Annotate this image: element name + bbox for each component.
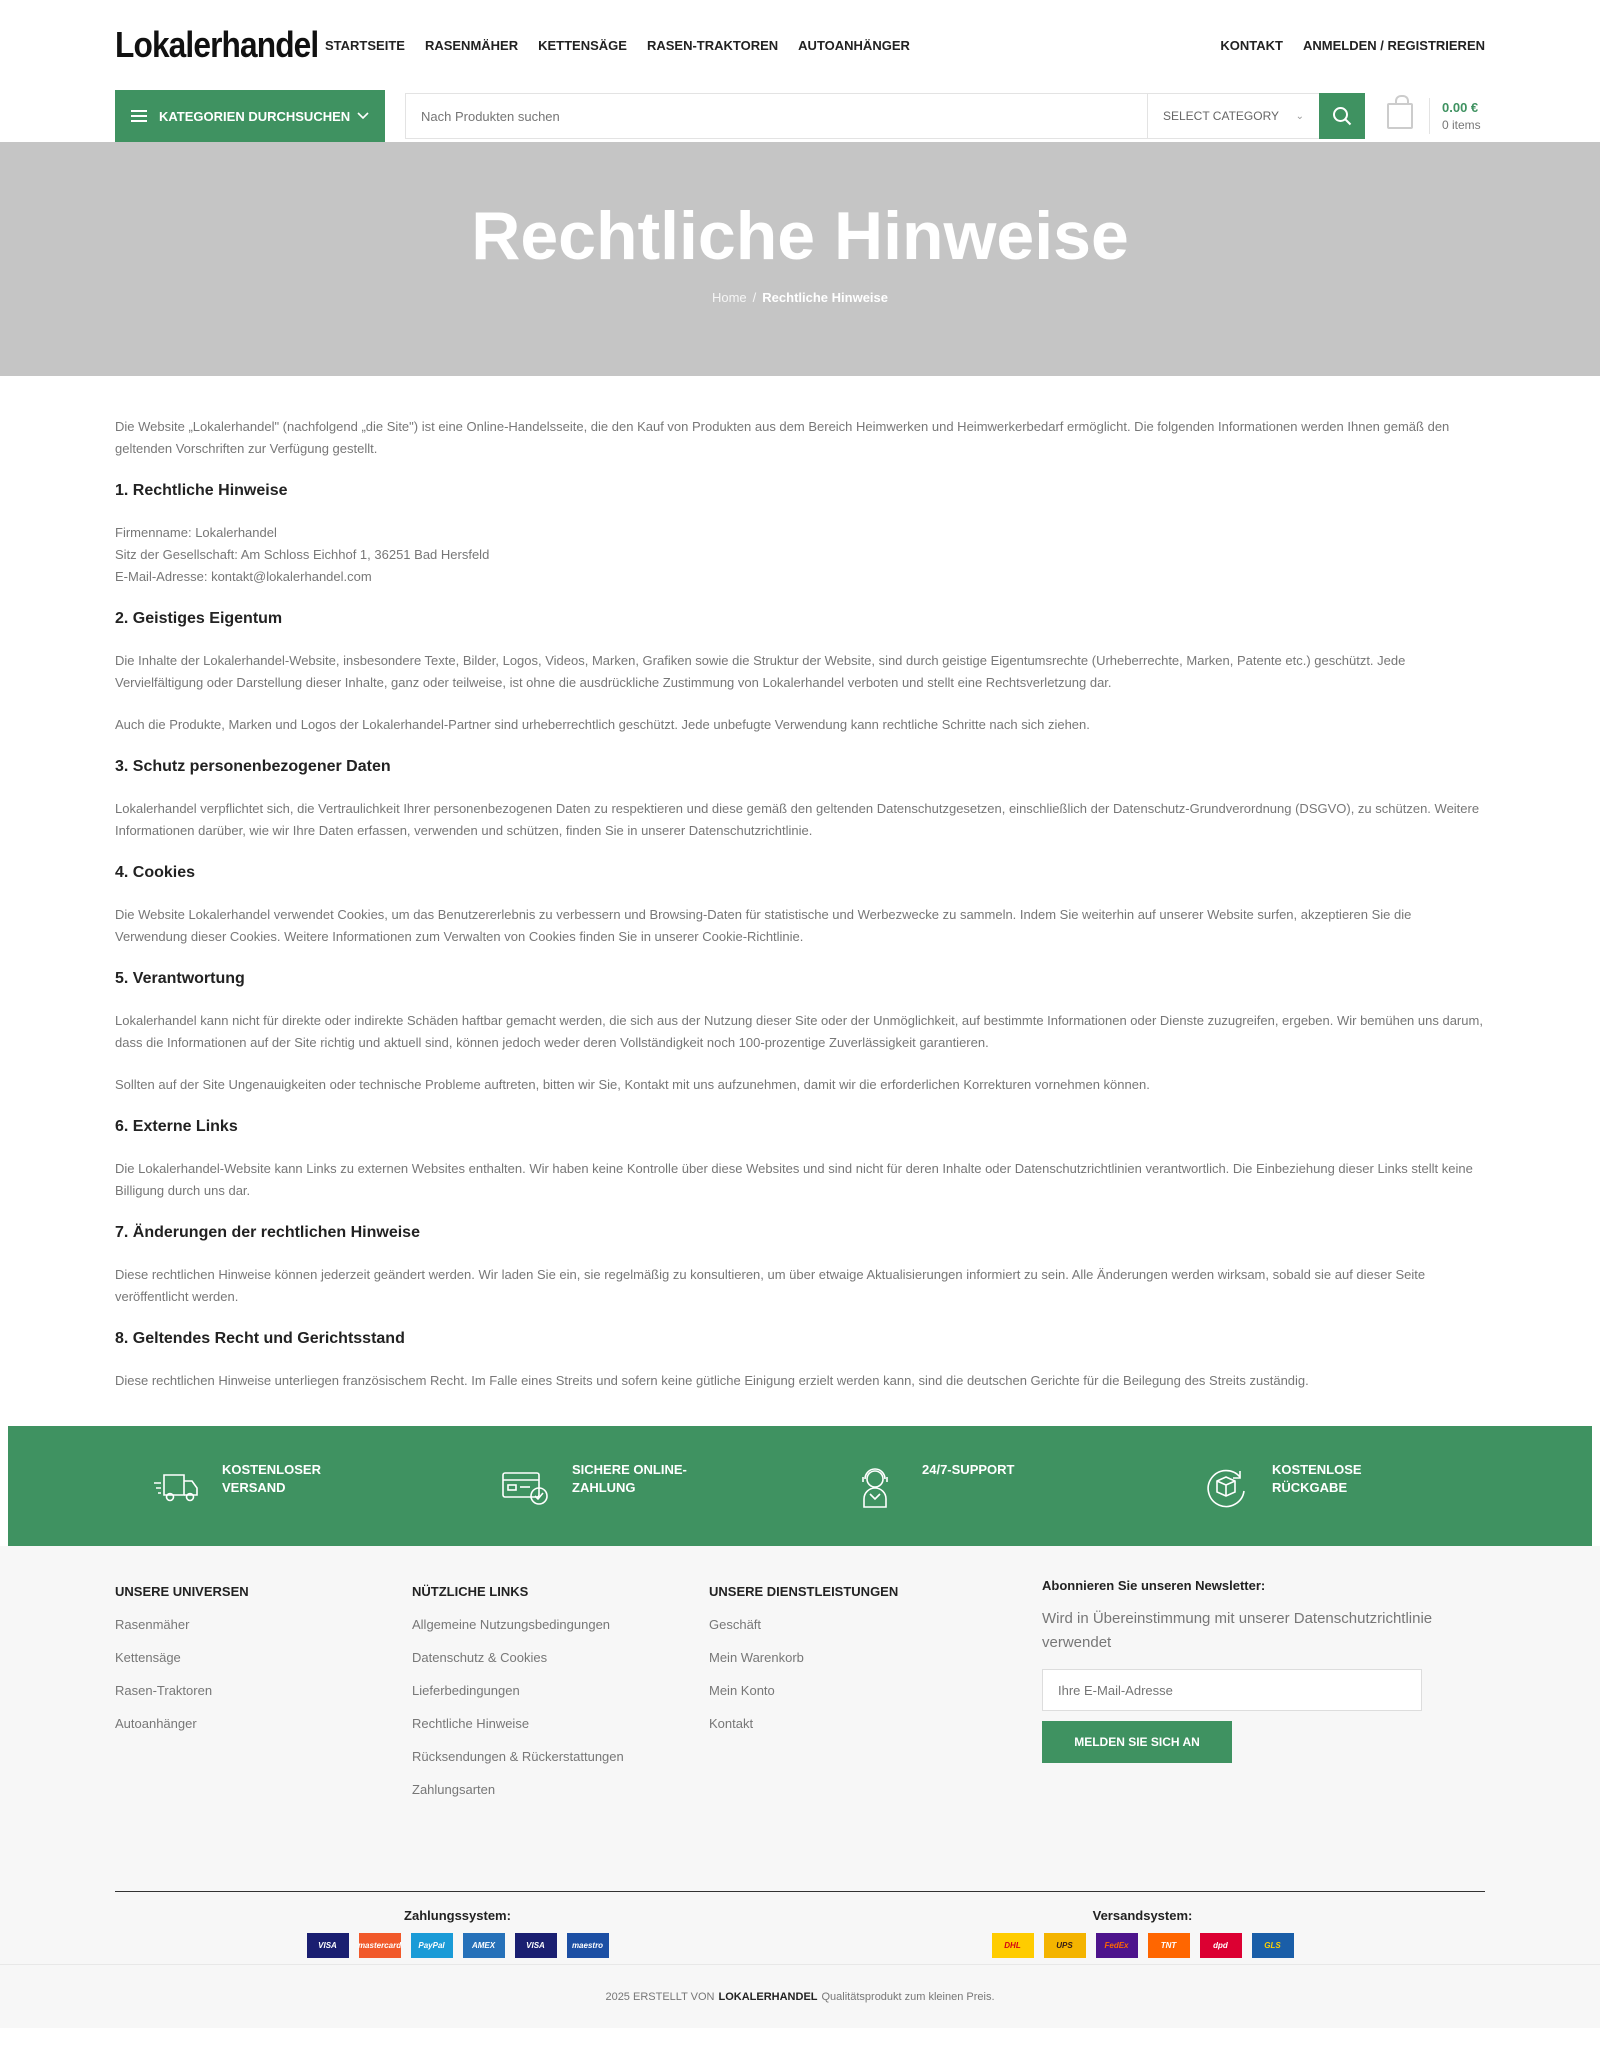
intro-paragraph: Die Website „Lokalerhandel" (nachfolgend „die Site") ist eine Online-Handelsseite, die den Kauf von Produkten aus dem Bereich Heimwerken und Heimwerkerbedarf ermöglicht. Die folgenden Informationen werden Ihnen gemäß den geltenden Vorschriften zur Verfügung gestellt.	[115, 419, 1450, 456]
footer-link[interactable]: Zahlungsarten	[412, 1782, 496, 1797]
search-icon	[1332, 106, 1352, 126]
nav-autoanhaenger[interactable]: AUTOANHÄNGER	[798, 37, 910, 53]
page-hero	[0, 142, 1600, 376]
browse-categories-button[interactable]	[115, 90, 385, 142]
amex-logo: AMEX	[463, 1933, 505, 1958]
browse-categories-label: KATEGORIEN DURCHSUCHEN	[159, 108, 351, 124]
company-email: E-Mail-Adresse: kontakt@lokalerhandel.com	[115, 569, 372, 584]
footer-column-services	[709, 1584, 1006, 1815]
footer-column-title: UNSERE UNIVERSEN	[115, 1584, 249, 1599]
shopping-bag-icon	[1387, 103, 1413, 129]
copyright-suffix: Qualitätsprodukt zum kleinen Preis.	[821, 1990, 995, 2003]
footer-column-useful-links	[412, 1584, 709, 1815]
breadcrumb-separator: /	[752, 290, 757, 305]
section-paragraph: Lokalerhandel kann nicht für direkte oder indirekte Schäden haftbar gemacht werden, die sich aus der Nutzung dieser Site oder der Unmöglichkeit, auf bestimmte Informationen oder Dienste zuzugreifen, ergeben. Wir bemühen uns darum, dass die Informationen auf der Site richtig und aktuell sind, können jedoch weder deren Vollständigkeit noch 100-prozentige Zuverlässigkeit garantieren.	[115, 1013, 1483, 1050]
footer-link[interactable]: Mein Konto	[709, 1683, 775, 1698]
search-button[interactable]	[1319, 93, 1365, 139]
footer-link[interactable]: Rasenmäher	[115, 1617, 190, 1632]
payment-systems	[115, 1908, 800, 1964]
footer-column-title: UNSERE DIENSTLEISTUNGEN	[709, 1584, 899, 1599]
newsletter-text: Wird in Übereinstimmung mit unserer Datenschutzrichtlinie verwendet	[1042, 1610, 1433, 1651]
newsletter-title: Abonnieren Sie unseren Newsletter:	[1042, 1578, 1266, 1593]
card-icon	[500, 1461, 550, 1511]
page-title: Rechtliche Hinweise	[471, 198, 1129, 274]
copyright-bar	[0, 1964, 1600, 2028]
section-heading: 6. Externe Links	[115, 1118, 238, 1135]
section-heading: 3. Schutz personenbezogener Daten	[115, 758, 391, 775]
breadcrumb	[0, 290, 1600, 305]
footer-link[interactable]: Lieferbedingungen	[412, 1683, 520, 1698]
mastercard-logo: mastercard	[359, 1933, 401, 1958]
section-heading: 4. Cookies	[115, 864, 196, 881]
feature-free-returns	[1150, 1461, 1500, 1511]
payment-title: Zahlungssystem:	[404, 1908, 511, 1923]
feature-label: SICHERE ONLINE-ZAHLUNG	[572, 1462, 687, 1495]
section-heading: 5. Verantwortung	[115, 970, 245, 987]
section-paragraph: Sollten auf der Site Ungenauigkeiten oder technische Probleme auftreten, bitten wir Sie, Kontakt mit uns aufzunehmen, damit wir die erforderlichen Korrekturen vornehmen können.	[115, 1077, 1150, 1092]
footer-link[interactable]: Kontakt	[709, 1716, 754, 1731]
section-heading: 1. Rechtliche Hinweise	[115, 482, 288, 499]
legal-content	[115, 376, 1485, 1426]
footer-link[interactable]: Rechtliche Hinweise	[412, 1716, 530, 1731]
section-paragraph: Auch die Produkte, Marken und Logos der Lokalerhandel-Partner sind urheberrechtlich geschützt. Jede unbefugte Verwendung kann rechtliche Schritte nach sich ziehen.	[115, 717, 1090, 732]
payment-shipping-row	[115, 1892, 1485, 1964]
shipping-systems	[800, 1908, 1485, 1964]
section-heading: 7. Änderungen der rechtlichen Hinweise	[115, 1224, 420, 1241]
gls-logo: GLS	[1252, 1933, 1294, 1958]
section-paragraph: Diese rechtlichen Hinweise unterliegen französischem Recht. Im Falle eines Streits und sofern keine gütliche Einigung erzielt werden kann, sind die deutschen Gerichte für die Beilegung des Streits zuständig.	[115, 1373, 1309, 1388]
feature-label: 24/7-SUPPORT	[922, 1462, 1015, 1477]
search-bar	[405, 93, 1365, 139]
cart-summary	[1442, 100, 1481, 132]
section-heading: 8. Geltendes Recht und Gerichtsstand	[115, 1330, 405, 1347]
feature-secure-payment	[450, 1461, 800, 1511]
feature-label: KOSTENLOSE RÜCKGABE	[1272, 1462, 1362, 1495]
breadcrumb-current: Rechtliche Hinweise	[762, 290, 889, 305]
company-name: Firmenname: Lokalerhandel	[115, 525, 277, 540]
footer-link[interactable]: Mein Warenkorb	[709, 1650, 804, 1665]
footer-link[interactable]: Allgemeine Nutzungsbedingungen	[412, 1617, 611, 1632]
feature-label: KOSTENLOSER VERSAND	[222, 1462, 321, 1495]
footer-link[interactable]: Rasen-Traktoren	[115, 1683, 213, 1698]
nav-rasenmaeher[interactable]: RASENMÄHER	[424, 37, 519, 53]
category-select-value: SELECT CATEGORY	[1163, 109, 1280, 123]
copyright-brand: LOKALERHANDEL	[718, 1990, 818, 2003]
copyright-prefix: 2025 ERSTELLT VON	[605, 1990, 715, 2003]
ups-logo: UPS	[1044, 1933, 1086, 1958]
section-paragraph: Die Inhalte der Lokalerhandel-Website, insbesondere Texte, Bilder, Logos, Videos, Marken, Grafiken sowie die Struktur der Website, sind durch geistige Eigentumsrechte (Urheberrechte, Marken, Patente etc.) geschützt. Jede Vervielfältigung oder Darstellung dieser Inhalte, ganz oder teilweise, ist ohne die ausdrückliche Zustimmung von Lokalerhandel verboten und stellt eine Rechtsverletzung dar.	[115, 653, 1406, 690]
mini-cart[interactable]	[1387, 93, 1481, 139]
site-logo[interactable]: Lokalerhandel	[115, 24, 319, 65]
contact-link[interactable]: KONTAKT	[1220, 37, 1283, 53]
nav-startseite[interactable]: STARTSEITE	[325, 37, 405, 53]
account-nav	[1220, 38, 1485, 53]
cart-divider	[1429, 98, 1430, 134]
section-paragraph: Diese rechtlichen Hinweise können jederzeit geändert werden. Wir laden Sie ein, sie regelmäßig zu konsultieren, um über etwaige Aktualisierungen informiert zu sein. Alle Änderungen werden wirksam, sobald sie auf dieser Seite veröffentlicht werden.	[115, 1267, 1426, 1304]
section-paragraph: Lokalerhandel verpflichtet sich, die Vertraulichkeit Ihrer personenbezogenen Daten zu respektieren und diese gemäß den geltenden Datenschutzgesetzen, einschließlich der Datenschutz-Grundverordnung (DSGVO), zu schützen. Weitere Informationen darüber, wie wir Ihre Daten erfassen, verwenden und schützen, finden Sie in unserer Datenschutzrichtlinie.	[115, 801, 1480, 838]
section-paragraph: Die Website Lokalerhandel verwendet Cookies, um das Benutzererlebnis zu verbessern und Browsing-Daten für statistische und Werbezwecke zu sammeln. Indem Sie weiterhin auf unserer Website surfen, akzeptieren Sie die Verwendung dieser Cookies. Weitere Informationen zum Verwalten von Cookies finden Sie in unserer Cookie-Richtlinie.	[115, 907, 1412, 944]
header-top	[0, 0, 1600, 90]
maestro-logo: maestro	[567, 1933, 609, 1958]
cart-item-count: 0 items	[1442, 118, 1481, 132]
section-paragraph: Die Lokalerhandel-Website kann Links zu externen Websites enthalten. Wir haben keine Kontrolle über diese Websites und sind nicht für deren Inhalte oder Datenschutzrichtlinien verantwortlich. Die Einbeziehung dieser Links stellt keine Billigung durch uns dar.	[115, 1161, 1473, 1198]
footer-link[interactable]: Autoanhänger	[115, 1716, 197, 1731]
dpd-logo: dpd	[1200, 1933, 1242, 1958]
features-bar	[8, 1426, 1592, 1546]
chevron-down-icon	[357, 109, 369, 123]
visa-logo: VISA	[515, 1933, 557, 1958]
main-nav	[325, 38, 910, 53]
newsletter	[1042, 1578, 1482, 1815]
footer-link[interactable]: Geschäft	[709, 1617, 762, 1632]
login-register-link[interactable]: ANMELDEN / REGISTRIEREN	[1302, 37, 1485, 53]
dhl-logo: DHL	[992, 1933, 1034, 1958]
nav-kettensaege[interactable]: KETTENSÄGE	[538, 37, 627, 53]
menu-icon	[131, 107, 147, 125]
section-heading: 2. Geistiges Eigentum	[115, 610, 283, 627]
footer-column-title: NÜTZLICHE LINKS	[412, 1584, 529, 1599]
company-seat: Sitz der Gesellschaft: Am Schloss Eichhof 1, 36251 Bad Hersfeld	[115, 547, 490, 562]
newsletter-email-input[interactable]	[1042, 1669, 1422, 1711]
search-input[interactable]	[406, 94, 1147, 138]
footer	[0, 1546, 1600, 2028]
footer-link[interactable]: Rücksendungen & Rückerstattungen	[412, 1749, 624, 1764]
fedex-logo: FedEx	[1096, 1933, 1138, 1958]
footer-link[interactable]: Datenschutz & Cookies	[412, 1650, 548, 1665]
truck-icon	[150, 1461, 200, 1511]
category-select[interactable]	[1147, 94, 1319, 138]
cart-amount: 0.00 €	[1442, 100, 1479, 115]
return-box-icon	[1200, 1461, 1250, 1511]
breadcrumb-home[interactable]: Home	[711, 290, 747, 305]
feature-free-shipping	[100, 1461, 450, 1511]
newsletter-subscribe-button[interactable]: MELDEN SIE SICH AN	[1042, 1721, 1232, 1763]
footer-column-universes	[115, 1584, 412, 1815]
nav-rasen-traktoren[interactable]: RASEN-TRAKTOREN	[646, 37, 779, 53]
footer-link[interactable]: Kettensäge	[115, 1650, 181, 1665]
header-bottom	[0, 90, 1600, 142]
chevron-down-icon: ⌄	[1295, 110, 1304, 122]
support-icon	[850, 1461, 900, 1511]
visa-logo: VISA	[307, 1933, 349, 1958]
shipping-title: Versandsystem:	[1092, 1908, 1193, 1923]
feature-support	[800, 1461, 1150, 1511]
paypal-logo: PayPal	[411, 1933, 453, 1958]
tnt-logo: TNT	[1148, 1933, 1190, 1958]
